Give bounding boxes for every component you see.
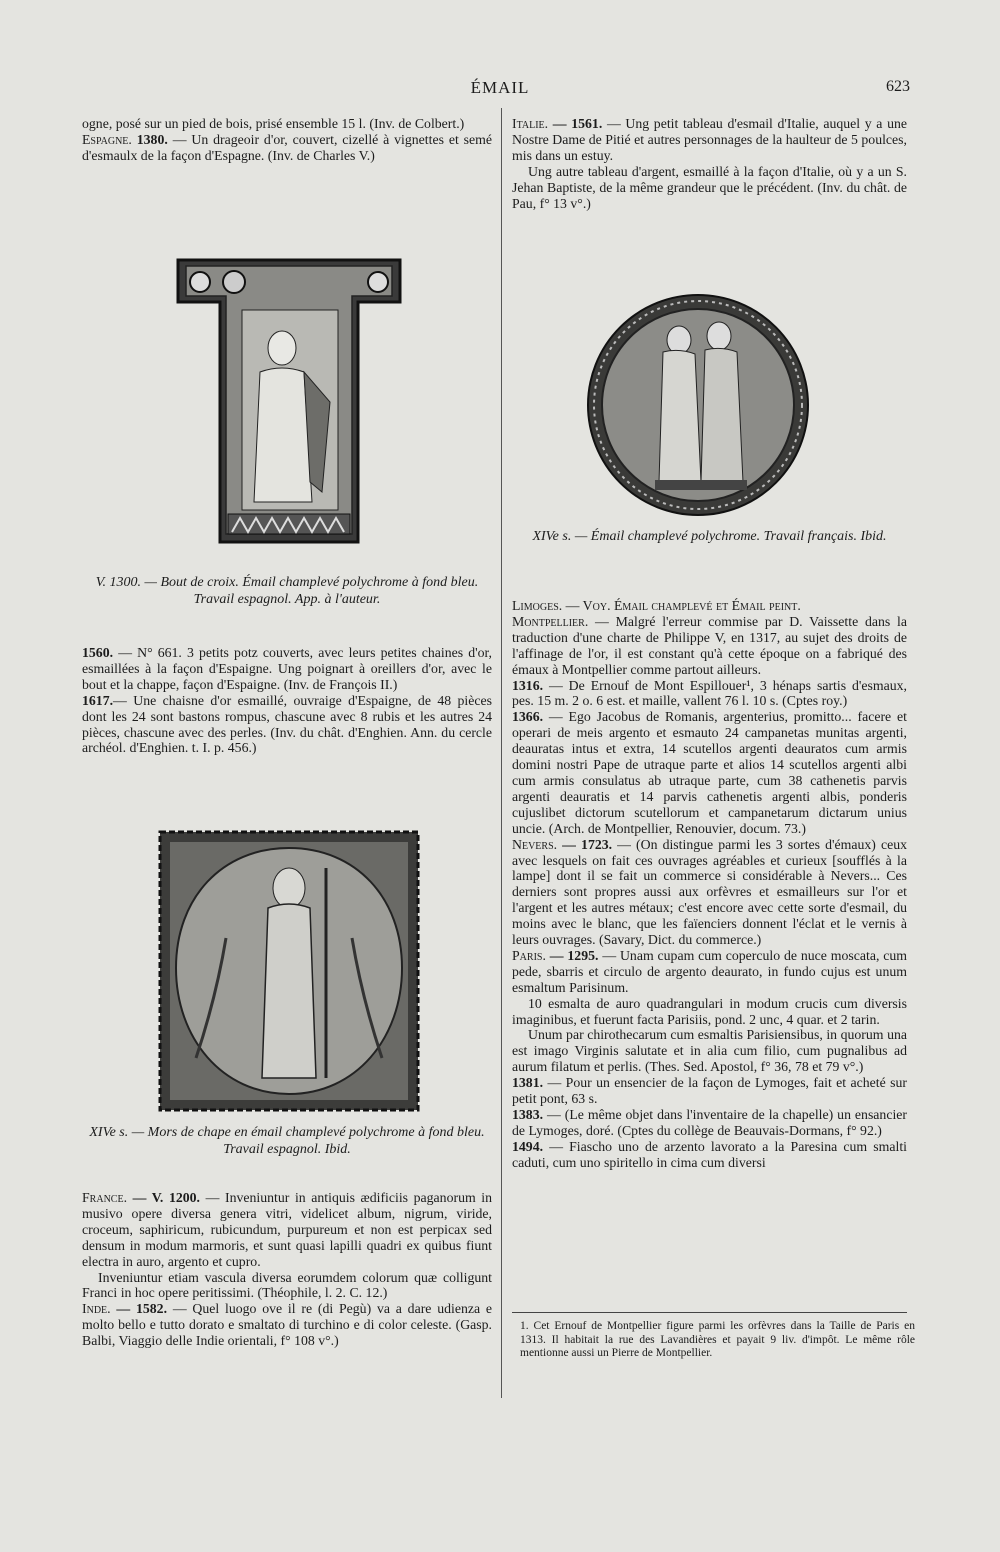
paragraph: France. — V. 1200. — Inveniuntur in antiquis ædificiis paganorum in musivo opere diversa genera vitri, videlicet album, nigrum, viride, croceum, saphiricum, rubicundum, purpureum et non est perpicax sed densum in modum marmoris, et sunt quasi lapilli quadri ex quibus fiunt electra in auro, argento et cupro. <box>82 1190 493 1269</box>
left-column-top <box>82 116 492 164</box>
figure-caption: V. 1300. — Bout de croix. Émail champlevé polychrome à fond bleu. Travail espagnol. App. à l'auteur. <box>95 575 479 607</box>
figure-cross-end <box>172 252 406 548</box>
paragraph: Espagne. 1380. — Un drageoir d'or, couvert, cizellé à vignettes et semé d'esmaulx de la façon d'Espagne. (Inv. de Charles V.) <box>82 131 493 163</box>
figure-caption: XIVe s. — Émail champlevé polychrome. Travail français. Ibid. <box>532 529 887 544</box>
figure-caption: XIVe s. — Mors de chape en émail champlevé polychrome à fond bleu. Travail espagnol. Ibid. <box>89 1125 485 1157</box>
paragraph: 1383. — (Le même objet dans l'inventaire de la chapelle) un ensancier de Lymoges, doré. (Cptes du collège de Beauvais-Dormans, f° 92.) <box>512 1107 908 1138</box>
figure-round-enamel <box>585 292 811 518</box>
right-column-main <box>512 598 907 1171</box>
cope-morse-engraving <box>156 828 422 1114</box>
cross-end-engraving <box>172 252 406 548</box>
footnote-rule <box>512 1312 907 1313</box>
paragraph: 1617.— Une chaisne d'or esmaillé, ouvraige d'Espaigne, de 48 pièces dont les 24 sont bastons rompus, chascune avec 8 rubis et les autres 24 pièces, chascune avec des perles. (Inv. du chât. d'Enghien. Ann. du cercle archéol. d'Enghien. t. I. p. 456.) <box>82 692 492 756</box>
paragraph: Italie. — 1561. — Ung petit tableau d'esmail d'Italie, auquel y a une Nostre Dame de Pitié et autres personnages de la haulteur de 5 poulces, mis dans un estuy. <box>512 116 908 163</box>
left-column-middle <box>82 645 492 756</box>
paragraph: 1494. — Fiascho uno de arzento lavorato a la Paresina cum smalti caduti, cum uno spiritello in cima cum diversi <box>512 1138 908 1170</box>
paragraph: Nevers. — 1723. — (On distingue parmi les 3 sortes d'émaux) ceux avec lesquels on fait ces ouvrages agréables et curieux [soufflés à la lampe] dont il se fait un commerce si considérable à Nevers... Ces derniers sont propres aussi aux orfèvres et esmailleurs sur l'or et l'argent et les autres métaux; c'est encore avec cette sorte d'esmail, du moins avec le blanc, que les faïenciers donnent l'éclat et le vernis à leurs ouvrages. (Savary, Dict. du commerce.) <box>512 836 907 948</box>
paragraph: 1366. — Ego Jacobus de Romanis, argenterius, promitto... facere et operari de meis argento et esmauto 24 campanetas munitas argenti, deauratas intus et extra, 14 scutellos argenti deauratos cum armis domini nostri Pape de utraque parte et alios 14 scutellos argenti albi cum armis consulatus ab utraque parte, cum 38 cathenetis parvis argenti deauratis et 14 parvis cathenetis argenti albis, ponderis cujuslibet dictorum scutellorum et campanetarum dictarum unius uncie. (Arch. de Montpellier, Renouvier, docum. 73.) <box>512 709 907 836</box>
paragraph: Inde. — 1582. — Quel luogo ove il re (di Pegù) va a dare udienza e molto bello e tutto dorato e smaltato di turchino e di color celeste. (Gasp. Balbi, Viaggio delle Indie orientali, f° 108 v°.) <box>82 1301 493 1349</box>
paragraph: 1381. — Pour un ensencier de la façon de Lymoges, fait et acheté sur petit pont, 63 s. <box>512 1075 908 1107</box>
round-enamel-engraving <box>585 292 811 518</box>
paragraph: Ung autre tableau d'argent, esmaillé à la façon d'Italie, où y a un S. Jehan Baptiste, de la même grandeur que le précédent. (Inv. du chât. de Pau, f° 13 v°.) <box>512 163 907 211</box>
paragraph: 1560. — N° 661. 3 petits potz couverts, avec leurs petites chaines d'or, esmaillées à la façon d'Espaigne. Ung poignart à oreillers d'or, avec le bout et la chappe, façon d'Espaigne. (Inv. de François II.) <box>82 645 493 692</box>
paragraph: Inveniuntur etiam vascula diversa eorumdem colorum quæ colligunt Franci in hoc opere peritissimi. (Théophile, l. 2. C. 12.) <box>82 1269 492 1301</box>
footnote: 1. Cet Ernouf de Montpellier figure parmi les orfèvres dans la Taille de Paris en 1313. Il habitait la rue des Lavandières et payait 9 liv. d'impôt. Le même rôle mentionne aussi un Pierre de Montpellier. <box>520 1320 915 1359</box>
figure-cope-morse <box>156 828 422 1114</box>
paragraph: Montpellier. — Malgré l'erreur commise par D. Vaissette dans la traduction d'une charte de Philippe V, en 1317, au sujet des droits de l'affinage de l'or, il est constant qu'à cette époque on a fabriqué des émaux à Montpellier comme partout ailleurs. <box>512 613 907 677</box>
paragraph: 10 esmalta de auro quadrangulari in modum crucis cum diversis imaginibus, et fuerunt facta Parisiis, pond. 2 unc, 4 quar. et 2 tarin. <box>512 995 907 1027</box>
paragraph: Paris. — 1295. — Unam cupam cum coperculo de nuce moscata, cum pede, sbarris et circulo de argento deaurato, in fundo cujus est unum esmaltum Parisinum. <box>512 947 907 995</box>
paragraph: ogne, posé sur un pied de bois, prisé ensemble 15 l. (Inv. de Colbert.) <box>82 116 465 131</box>
left-column-bottom <box>82 1190 492 1349</box>
right-column-top <box>512 116 907 211</box>
paragraph: Limoges. — Voy. Émail champlevé et Émail peint. <box>512 598 801 613</box>
column-divider <box>501 108 502 1398</box>
running-header-title: ÉMAIL <box>470 78 530 97</box>
paragraph: Unum par chirothecarum cum esmaltis Parisiensibus, in quorum una est imago Virginis salutate et in alia cum filio, cum pugnalibus ad aurum filatum et perlis. (Thes. Sed. Apostol, f° 36, 78 et 79 v°.) <box>512 1027 907 1075</box>
page-number: 623 <box>886 78 910 95</box>
paragraph: 1316. — De Ernouf de Mont Espillouer¹, 3 hénaps sartis d'esmaux, pes. 15 m. 2 o. 6 est. et maille, vallent 76 l. 10 s. (Cptes roy.) <box>512 677 907 709</box>
